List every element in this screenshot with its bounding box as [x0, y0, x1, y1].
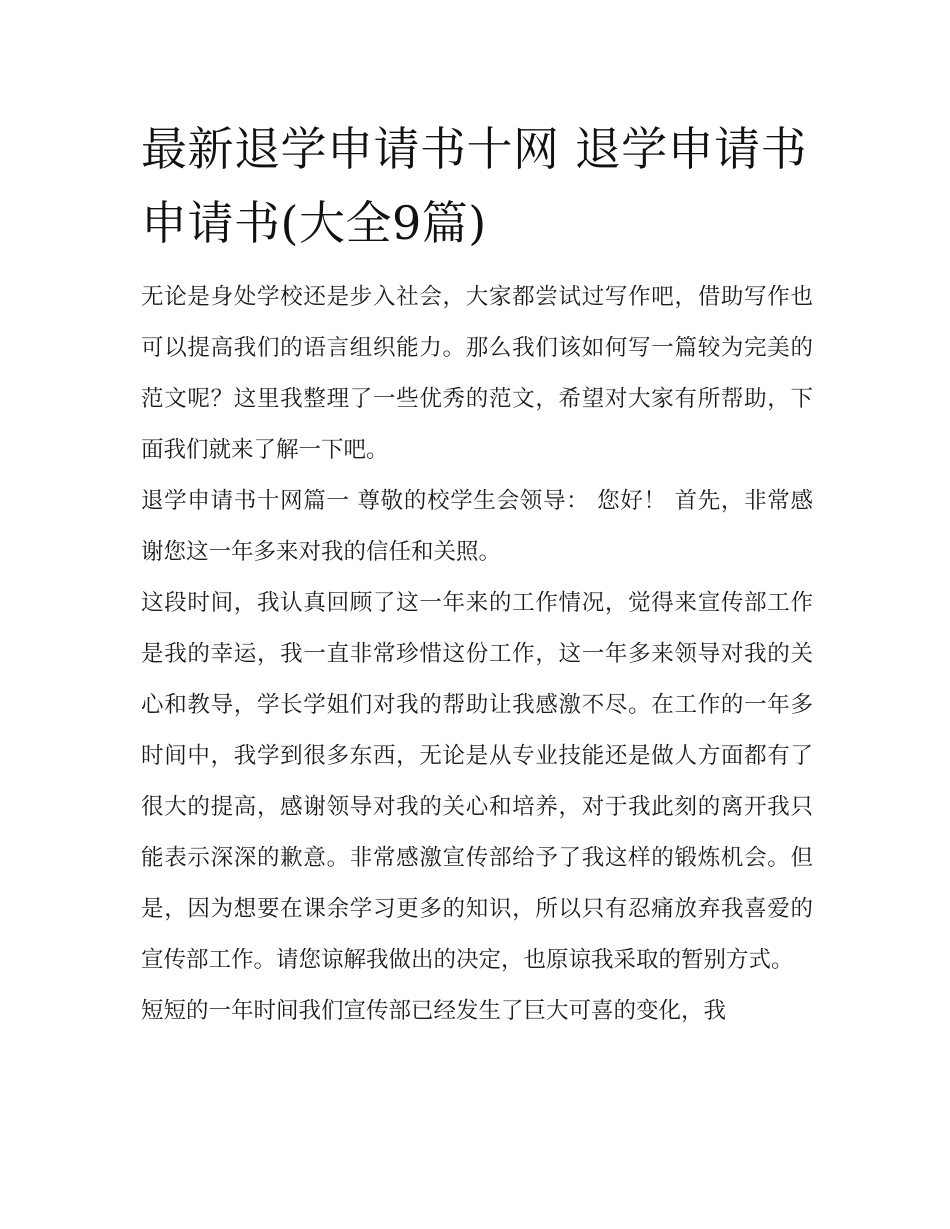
document-body [141, 112, 813, 1037]
salutation-paragraph: 退学申请书十网篇一 尊敬的校学生会领导： 您好！ 首先，非常感谢您这一年多来对我的信任和关照。 [141, 488, 813, 565]
intro-paragraph: 无论是身处学校还是步入社会，大家都尝试过写作吧，借助写作也可以提高我们的语言组织能力。那么我们该如何写一篇较为完美的范文呢？这里我整理了一些优秀的范文，希望对大家有所帮助，下面我们就来了解一下吧。 [141, 284, 813, 463]
document-title: 最新退学申请书十网 退学申请书申请书(大全9篇) [141, 122, 808, 250]
continuation-paragraph: 短短的一年时间我们宣传部已经发生了巨大可喜的变化，我 [141, 998, 727, 1024]
body-paragraph: 这段时间，我认真回顾了这一年来的工作情况，觉得来宣传部工作是我的幸运，我一直非常珍惜这份工作，这一年多来领导对我的关心和教导，学长学姐们对我的帮助让我感激不尽。在工作的一年多时间中，我学到很多东西，无论是从专业技能还是做人方面都有了很大的提高，感谢领导对我的关心和培养，对于我此刻的离开我只能表示深深的歉意。非常感激宣传部给予了我这样的锻炼机会。但是，因为想要在课余学习更多的知识，所以只有忍痛放弃我喜爱的宣传部工作。请您谅解我做出的决定，也原谅我采取的暂别方式。 [141, 590, 813, 973]
